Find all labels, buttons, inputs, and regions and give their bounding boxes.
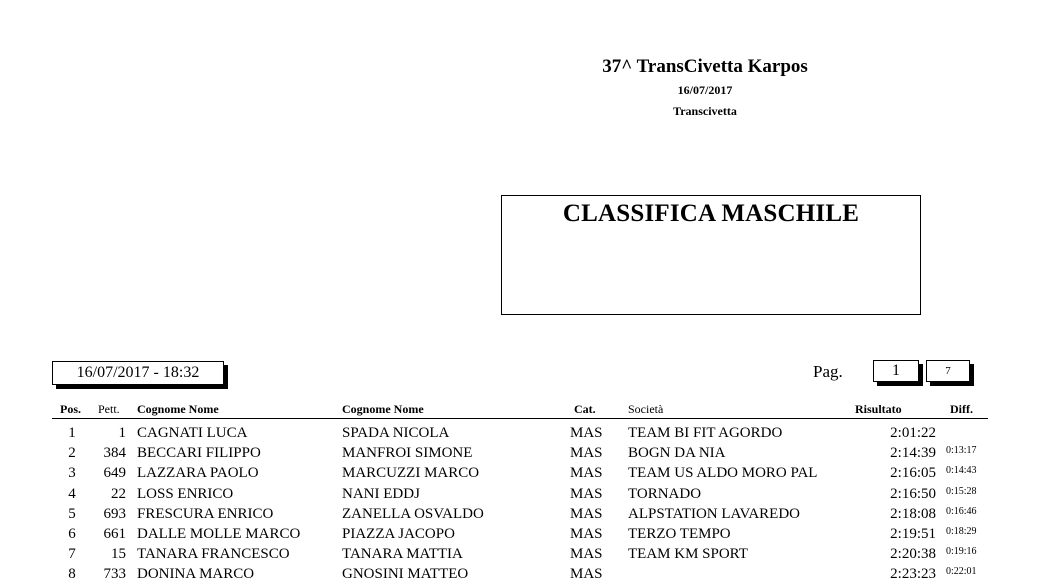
- cell-pett: 15: [111, 546, 126, 563]
- cell-societa: TORNADO: [628, 485, 702, 502]
- cell-pos: 6: [68, 526, 76, 542]
- cell-name1: BECCARI FILIPPO: [137, 445, 261, 462]
- cell-pett: 693: [103, 505, 126, 522]
- col-diff-header: Diff.: [950, 402, 973, 416]
- cell-cat: MAS: [570, 425, 603, 441]
- cell-risultato: 2:18:08: [890, 505, 936, 522]
- cell-cat: MAS: [570, 546, 603, 563]
- cell-risultato: 2:16:05: [890, 465, 936, 482]
- cell-risultato: 2:16:50: [890, 485, 936, 502]
- cell-name2: MANFROI SIMONE: [342, 445, 473, 462]
- cell-cat: MAS: [570, 465, 603, 482]
- col-cat-header: Cat.: [574, 402, 596, 416]
- classification-box: [501, 195, 921, 315]
- cell-diff: 0:14:43: [946, 465, 977, 477]
- cell-name1: LOSS ENRICO: [137, 485, 234, 502]
- page-label: Pag.: [813, 362, 843, 381]
- cell-name1: FRESCURA ENRICO: [137, 505, 274, 522]
- cell-name2: SPADA NICOLA: [342, 425, 450, 441]
- table-row: [0, 444, 1059, 464]
- cell-name1: DONINA MARCO: [137, 566, 255, 583]
- cell-pett: 22: [111, 485, 126, 502]
- page-total: 7: [926, 360, 970, 382]
- cell-pett: 1: [118, 425, 126, 441]
- print-datetime: 16/07/2017 - 18:32: [52, 361, 224, 385]
- table-row: [0, 424, 1059, 444]
- event-subtitle: Transcivetta: [673, 104, 737, 118]
- cell-societa: ALPSTATION LAVAREDO: [628, 505, 801, 522]
- cell-diff: 0:16:46: [946, 505, 977, 517]
- cell-name2: NANI EDDJ: [342, 485, 420, 502]
- cell-pett: 649: [103, 465, 126, 482]
- cell-risultato: 2:19:51: [890, 526, 936, 542]
- event-date: 16/07/2017: [677, 83, 733, 97]
- page-number: 1: [873, 360, 919, 382]
- cell-name1: TANARA FRANCESCO: [137, 546, 290, 563]
- cell-pett: 661: [103, 526, 126, 542]
- cell-risultato: 2:14:39: [890, 445, 936, 462]
- cell-risultato: 2:01:22: [890, 425, 936, 441]
- col-name1-header: Cognome Nome: [137, 402, 219, 416]
- cell-cat: MAS: [570, 485, 603, 502]
- cell-pos: 2: [68, 445, 76, 462]
- cell-pos: 4: [68, 485, 76, 502]
- cell-societa: TEAM BI FIT AGORDO: [628, 425, 783, 441]
- cell-cat: MAS: [570, 505, 603, 522]
- cell-name2: TANARA MATTIA: [342, 546, 463, 563]
- cell-pos: 1: [68, 425, 76, 441]
- cell-name1: CAGNATI LUCA: [137, 425, 248, 441]
- col-societa-header: Società: [628, 402, 664, 416]
- table-row: [0, 464, 1059, 484]
- cell-pett: 384: [103, 445, 126, 462]
- classification-title: CLASSIFICA MASCHILE: [562, 200, 860, 227]
- cell-societa: TEAM US ALDO MORO PAL: [628, 465, 818, 482]
- cell-risultato: 2:23:23: [890, 566, 936, 583]
- table-row: [0, 525, 1059, 545]
- cell-pos: 5: [68, 505, 76, 522]
- col-name2-header: Cognome Nome: [342, 402, 424, 416]
- col-pos-header: Pos.: [60, 402, 81, 416]
- cell-pett: 733: [103, 566, 126, 583]
- cell-name1: DALLE MOLLE MARCO: [137, 526, 301, 542]
- cell-societa: TERZO TEMPO: [628, 526, 731, 542]
- table-row: [0, 485, 1059, 505]
- cell-cat: MAS: [570, 526, 603, 542]
- cell-name2: GNOSINI MATTEO: [342, 566, 469, 583]
- cell-risultato: 2:20:38: [890, 546, 936, 563]
- table-row: [0, 565, 1059, 585]
- cell-pos: 3: [68, 465, 76, 482]
- cell-diff: 0:15:28: [946, 485, 977, 497]
- cell-diff: 0:22:01: [946, 566, 977, 578]
- cell-diff: 0:18:29: [946, 526, 977, 537]
- cell-name2: MARCUZZI MARCO: [342, 465, 480, 482]
- cell-cat: MAS: [570, 566, 603, 583]
- event-title: 37^ TransCivetta Karpos: [602, 56, 808, 77]
- cell-pos: 8: [68, 566, 76, 583]
- cell-societa: BOGN DA NIA: [628, 445, 726, 462]
- header-divider: [52, 418, 988, 419]
- cell-diff: 0:13:17: [946, 445, 977, 457]
- table-row: [0, 505, 1059, 525]
- cell-societa: TEAM KM SPORT: [628, 546, 748, 563]
- col-pett-header: Pett.: [98, 402, 120, 416]
- col-risultato-header: Risultato: [855, 402, 902, 416]
- cell-cat: MAS: [570, 445, 603, 462]
- cell-name2: PIAZZA JACOPO: [342, 526, 455, 542]
- cell-name2: ZANELLA OSVALDO: [342, 505, 484, 522]
- cell-diff: 0:19:16: [946, 546, 977, 558]
- cell-name1: LAZZARA PAOLO: [137, 465, 259, 482]
- cell-pos: 7: [68, 546, 76, 563]
- table-row: [0, 545, 1059, 565]
